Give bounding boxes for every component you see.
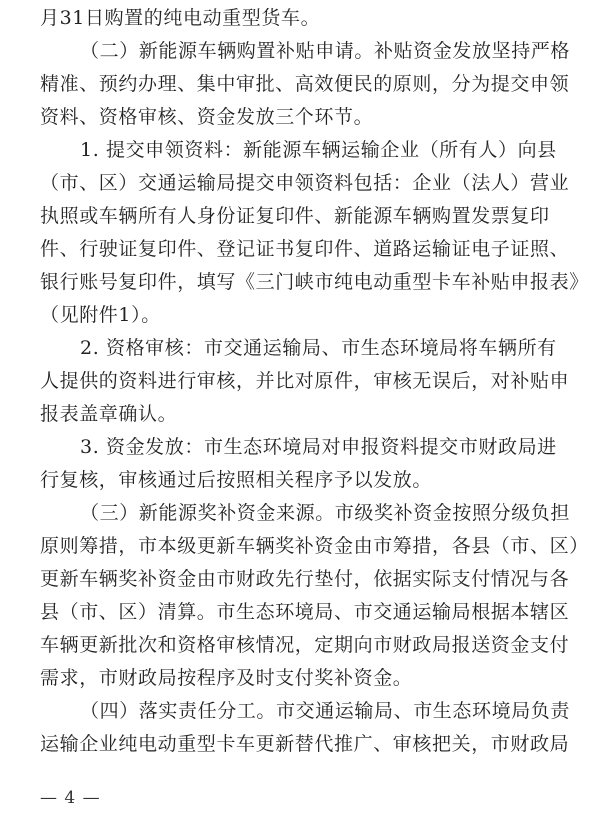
- section-heading-3: （三）新能源奖补资金来源。市级奖补资金按照分级负担: [80, 502, 571, 524]
- section-heading-4: （四）落实责任分工。市交通运输局、市生态环境局负责: [80, 700, 571, 722]
- text-line-7: 执照或车辆所有人身份证复印件、新能源车辆购置发票复印: [40, 205, 550, 227]
- text-line-18: 更新车辆奖补资金由市财政先行垫付，依据实际支付情况与各: [40, 568, 570, 590]
- text-line-8: 件、行驶证复印件、登记证书复印件、道路运输证电子证照、: [40, 238, 570, 260]
- text-line-1: 月31日购置的纯电动重型货车。: [40, 7, 321, 29]
- list-item-1: 1. 提交申领资料：新能源车辆运输企业（所有人）向县: [80, 139, 557, 161]
- text-line-13: 报表盖章确认。: [40, 403, 178, 425]
- list-item-3: 3. 资金发放：市生态环境局对申报资料提交市财政局进: [80, 436, 557, 458]
- text-line-3: 精准、预约办理、集中审批、高效便民的原则，分为提交申领: [40, 73, 570, 95]
- page-number: — 4 —: [40, 788, 101, 808]
- text-line-20: 车辆更新批次和资格审核情况，定期向市财政局报送资金支付: [40, 634, 570, 656]
- text-line-21: 需求，市财政局按程序及时支付奖补资金。: [40, 667, 413, 689]
- text-line-19: 县（市、区）清算。市生态环境局、市交通运输局根据本辖区: [40, 601, 570, 623]
- text-line-10: （见附件1）。: [40, 304, 161, 326]
- text-line-23: 运输企业纯电动重型卡车更新替代推广、审核把关，市财政局: [40, 733, 570, 755]
- text-line-4: 资料、资格审核、资金发放三个环节。: [40, 106, 374, 128]
- text-line-15: 行复核，审核通过后按照相关程序予以发放。: [40, 469, 433, 491]
- text-line-17: 原则筹措，市本级更新车辆奖补资金由市筹措，各县（市、区）: [40, 535, 589, 557]
- section-heading-2: （二）新能源车辆购置补贴申请。补贴资金发放坚持严格: [80, 40, 571, 62]
- text-line-9: 银行账号复印件，填写《三门峡市纯电动重型卡车补贴申报表》: [40, 271, 589, 293]
- text-line-12: 人提供的资料进行审核，并比对原件，审核无误后，对补贴申: [40, 370, 570, 392]
- text-line-6: （市、区）交通运输局提交申领资料包括：企业（法人）营业: [40, 172, 570, 194]
- list-item-2: 2. 资格审核：市交通运输局、市生态环境局将车辆所有: [80, 337, 557, 359]
